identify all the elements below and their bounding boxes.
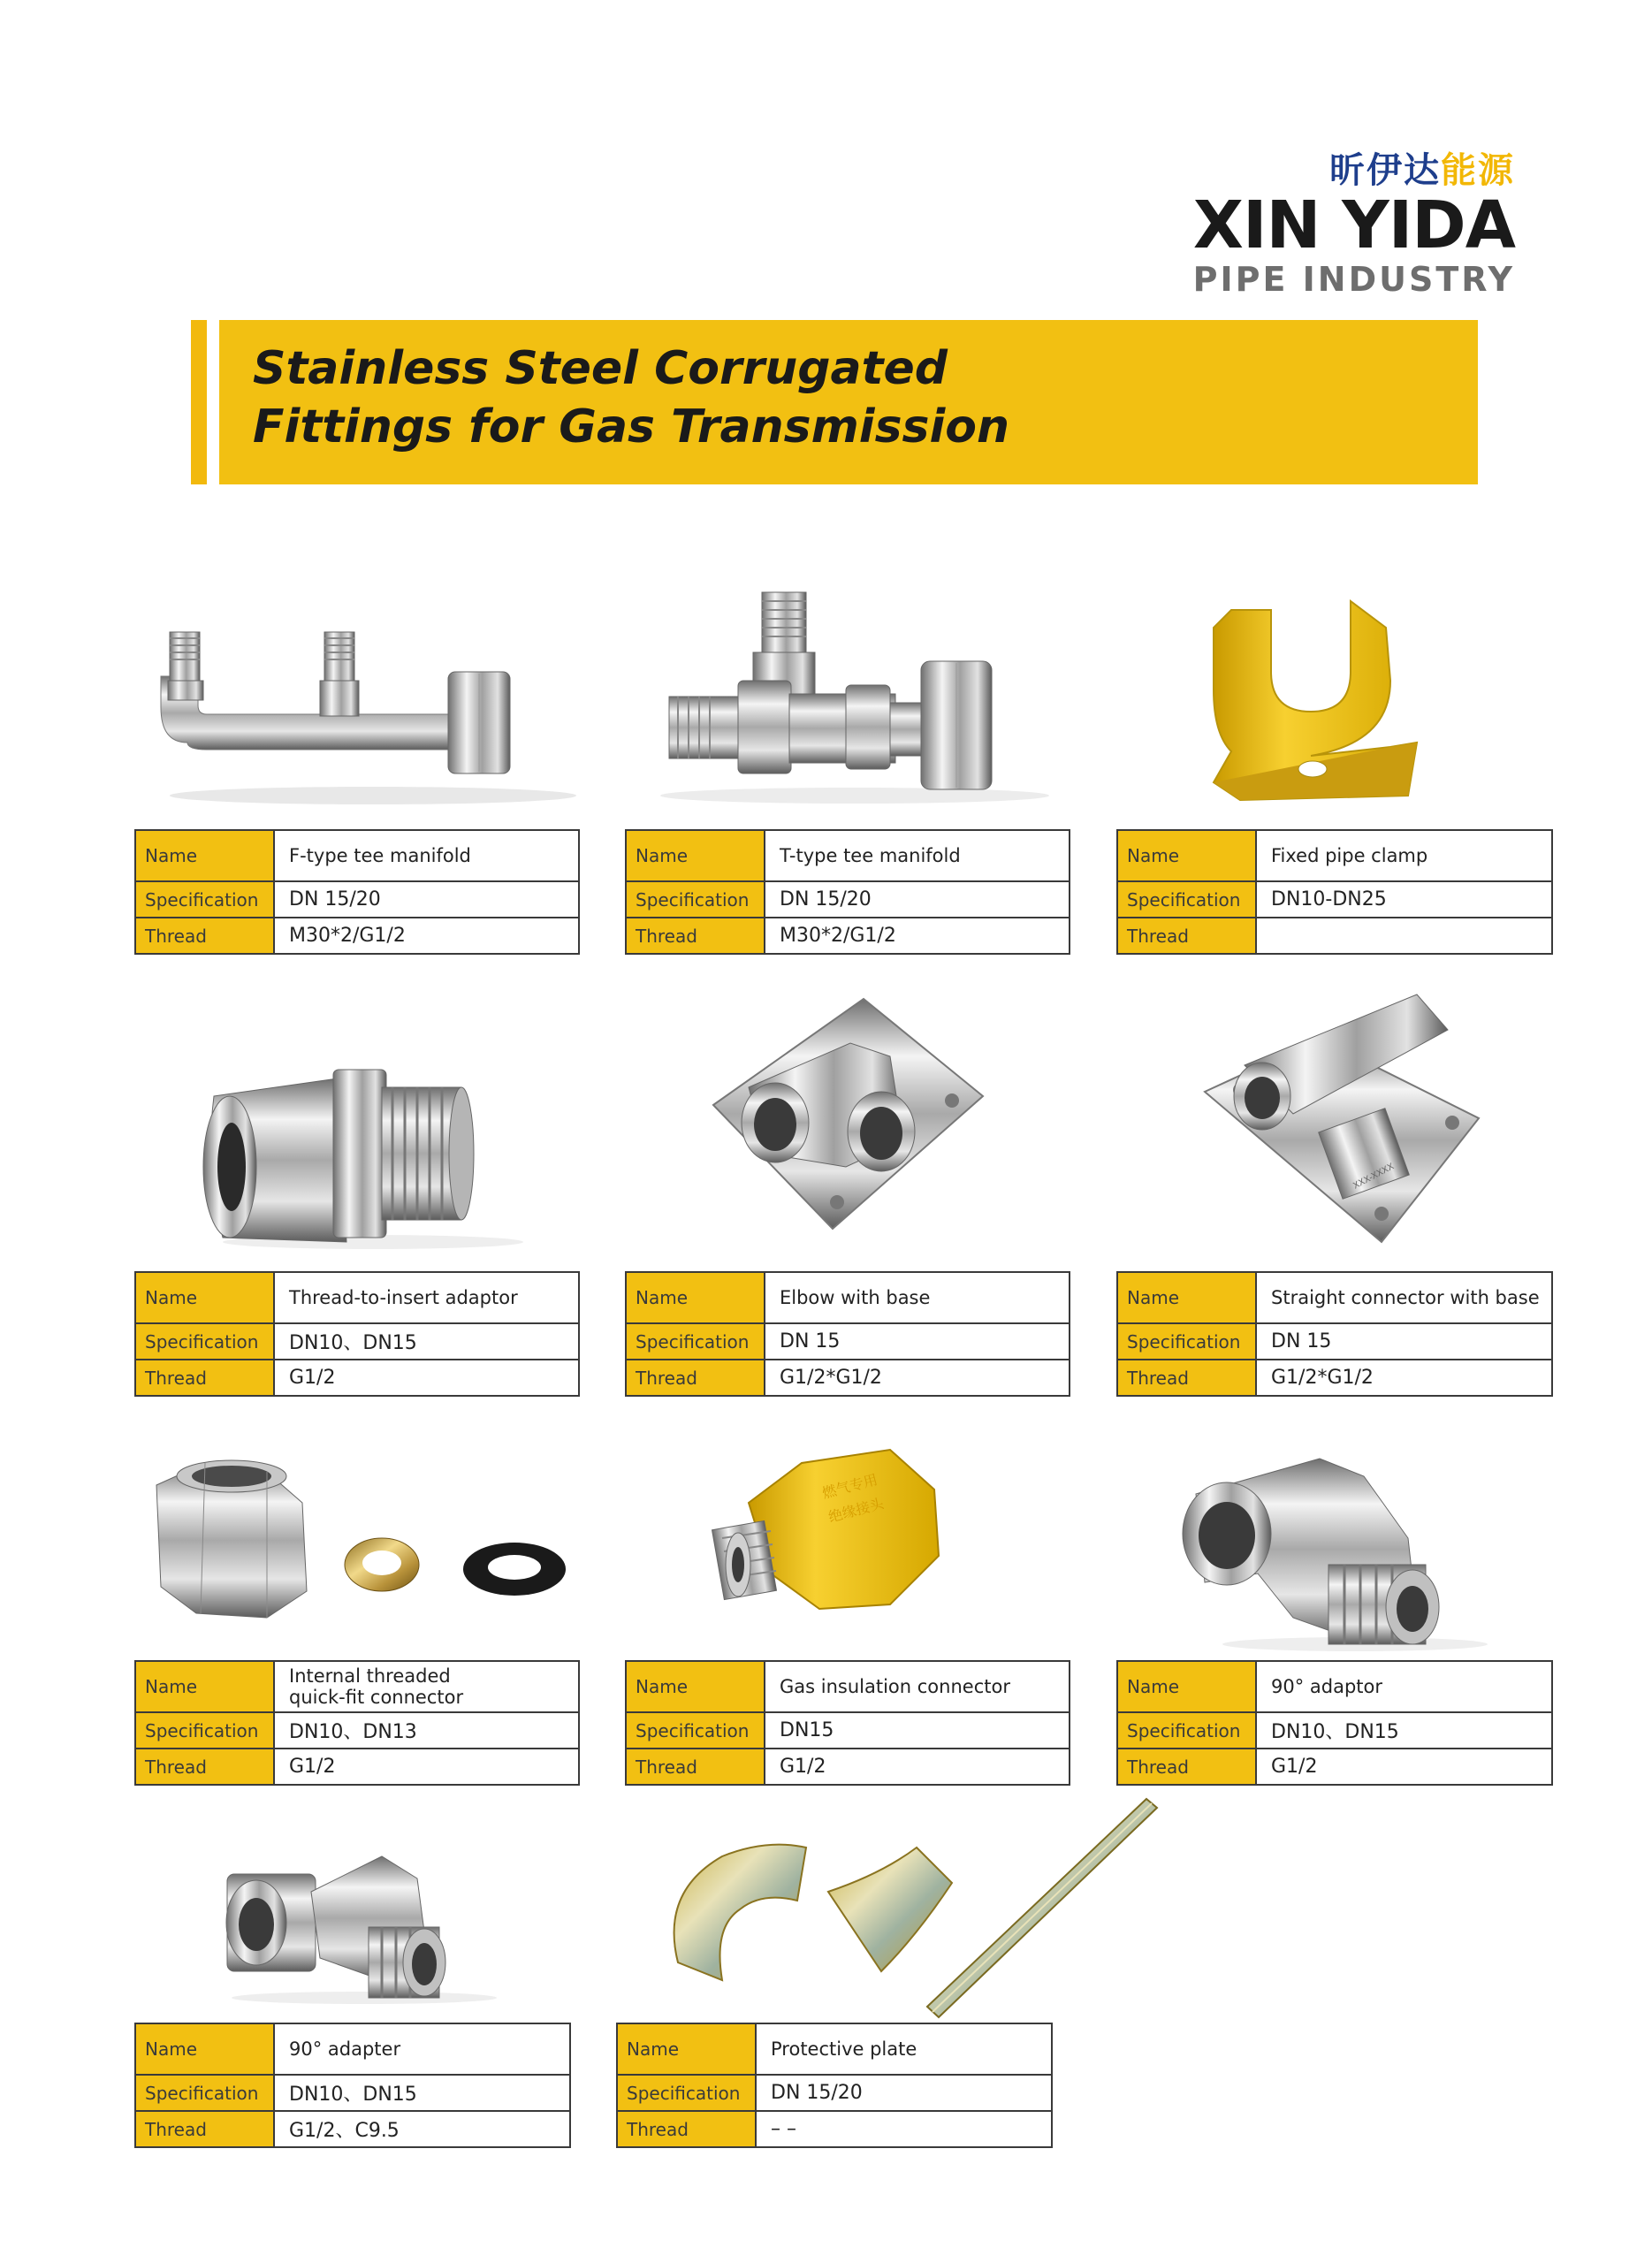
product-spec: DN10、DN15: [1256, 1712, 1552, 1749]
product-thread: G1/2: [1256, 1749, 1552, 1785]
spec-table: Name Protective plate Specification DN 15/20 Thread – –: [616, 2023, 1053, 2148]
product-spec: DN 15: [1256, 1323, 1552, 1360]
page-title: Stainless Steel Corrugated Fittings for Gas Transmission: [253, 342, 1010, 453]
product-thread: – –: [756, 2111, 1052, 2147]
product-thread: G1/2: [274, 1749, 579, 1785]
protective-plate-image: [616, 1794, 1182, 2024]
fixed-pipe-clamp-image: [1116, 592, 1567, 813]
product-spec: DN10-DN25: [1256, 881, 1552, 918]
product-spec: DN10、DN15: [274, 1323, 579, 1360]
product-thread: G1/2: [274, 1360, 579, 1396]
t-type-tee-manifold-image: [625, 583, 1076, 813]
spec-table: Name Elbow with base Specification DN 15 Thread G1/2*G1/2: [625, 1271, 1070, 1397]
product-thread: [1256, 918, 1552, 954]
product-name: Fixed pipe clamp: [1256, 830, 1552, 881]
spec-table: Name Gas insulation connector Specification DN15 Thread G1/2: [625, 1660, 1070, 1786]
quick-fit-connector-image: [134, 1450, 612, 1627]
product-thread: G1/2: [765, 1749, 1070, 1785]
svg-text:XXX-XXXX: XXX-XXXX: [1351, 1162, 1397, 1192]
product-name: Straight connector with base: [1256, 1272, 1552, 1323]
product-name: Internal threaded quick-fit connector: [274, 1661, 579, 1712]
spec-table: Name Thread-to-insert adaptor Specification DN10、DN15 Thread G1/2: [134, 1271, 580, 1397]
product-spec: DN 15: [765, 1323, 1070, 1360]
product-name: Thread-to-insert adaptor: [274, 1272, 579, 1323]
straight-connector-with-base-image: [1116, 986, 1567, 1255]
f-type-tee-manifold-image: [134, 610, 585, 813]
spec-table: Name Fixed pipe clamp Specification DN10-DN25 Thread: [1116, 829, 1553, 955]
product-spec: DN10、DN13: [274, 1712, 579, 1749]
logo-english: XIN YIDA: [1192, 187, 1515, 263]
svg-text:绝缘接头: 绝缘接头: [826, 1494, 886, 1526]
title-banner: [219, 320, 1478, 484]
product-spec: DN10、DN15: [274, 2075, 570, 2111]
product-thread: G1/2*G1/2: [765, 1360, 1070, 1396]
spec-table: Name F-type tee manifold Specification DN 15/20 Thread M30*2/G1/2: [134, 829, 580, 955]
gas-insulation-connector-image: [625, 1423, 1076, 1627]
product-thread: M30*2/G1/2: [765, 918, 1070, 954]
svg-text:燃气专用: 燃气专用: [820, 1470, 879, 1502]
spec-table: Name Internal threaded quick-fit connector Specification DN10、DN13 Thread G1/2: [134, 1660, 580, 1786]
product-spec: DN 15/20: [274, 881, 579, 918]
product-thread: G1/2、C9.5: [274, 2111, 570, 2147]
spec-table: Name Straight connector with base Specification DN 15 Thread G1/2*G1/2: [1116, 1271, 1553, 1397]
product-name: Gas insulation connector: [765, 1661, 1070, 1712]
product-name: Protective plate: [756, 2023, 1052, 2075]
logo-chinese: 昕伊达能源: [1329, 150, 1515, 191]
product-name: 90° adaptor: [1256, 1661, 1552, 1712]
thread-to-insert-adaptor-image: [134, 1034, 585, 1255]
banner-stripe: [191, 320, 207, 484]
product-name: T-type tee manifold: [765, 830, 1070, 881]
product-name: F-type tee manifold: [274, 830, 579, 881]
product-thread: G1/2*G1/2: [1256, 1360, 1552, 1396]
spec-table: Name T-type tee manifold Specification DN 15/20 Thread M30*2/G1/2: [625, 829, 1070, 955]
brand-logo: [1193, 150, 1515, 299]
90-adaptor-image: [1116, 1441, 1567, 1662]
product-name: 90° adapter: [274, 2023, 570, 2075]
product-spec: DN 15/20: [765, 881, 1070, 918]
spec-table: Name 90° adapter Specification DN10、DN15 Thread G1/2、C9.5: [134, 2023, 571, 2148]
product-name: Elbow with base: [765, 1272, 1070, 1323]
spec-table: Name 90° adaptor Specification DN10、DN15 Thread G1/2: [1116, 1660, 1553, 1786]
product-spec: DN15: [765, 1712, 1070, 1749]
90-adapter-image: [134, 1839, 576, 2015]
product-thread: M30*2/G1/2: [274, 918, 579, 954]
elbow-with-base-image: [625, 990, 1076, 1255]
product-spec: DN 15/20: [756, 2075, 1052, 2111]
logo-subtitle: PIPE INDUSTRY: [1192, 260, 1515, 299]
